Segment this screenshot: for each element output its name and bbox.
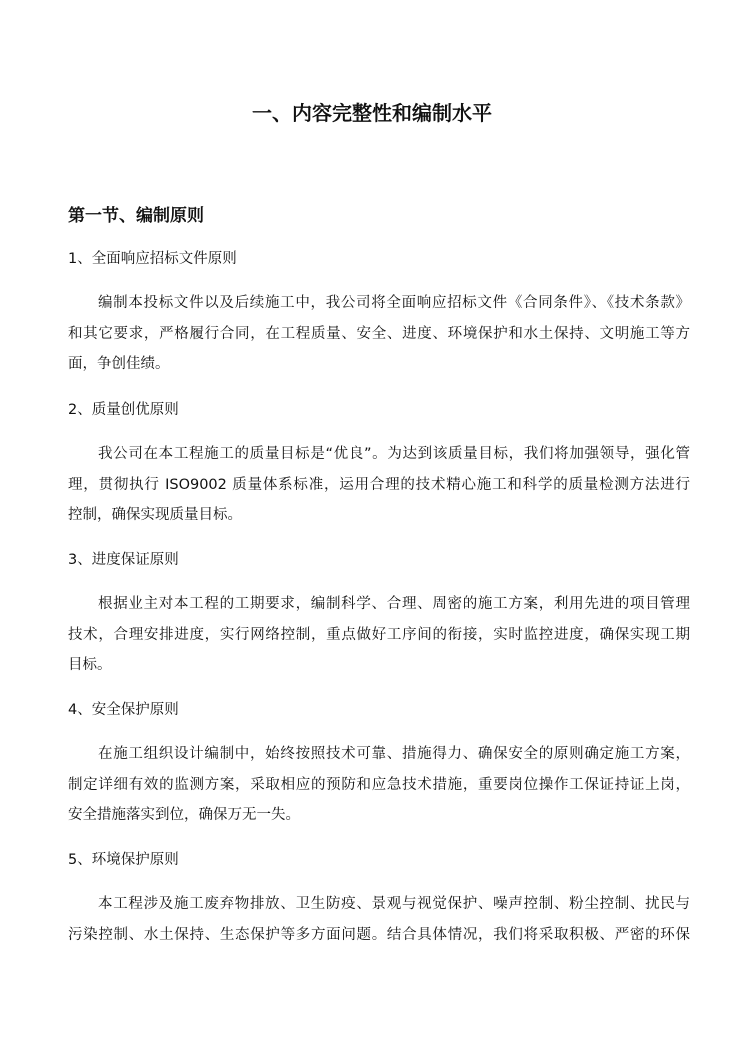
paragraph-line: 根据业主对本工程的工期要求，编制科学、合理、周密的施工方案，利用先进的项目管理 (98, 596, 690, 612)
paragraph-line: 面，争创佳绩。 (68, 356, 170, 372)
paragraph-line: 制定详细有效的监测方案，采取相应的预防和应急技术措施，重要岗位操作工保证持证上岗， (68, 776, 690, 793)
paragraph-line: 控制，确保实现质量目标。 (68, 507, 242, 523)
paragraph-line: 在施工组织设计编制中，始终按照技术可靠、措施得力、确保安全的原则确定施工方案， (98, 746, 690, 762)
paragraph-line: 我公司在本工程施工的质量目标是“优良”。为达到该质量目标，我们将加强领导，强化管 (98, 446, 690, 462)
paragraph-line: 技术，合理安排进度，实行网络控制，重点做好工序间的衔接，实时监控进度，确保实现工期 (68, 626, 690, 643)
section-heading: 第一节、编制原则 (68, 206, 204, 226)
paragraph-line: 理，贯彻执行 ISO9002 质量体系标准，运用合理的技术精心施工和科学的质量检测方法进行 (68, 476, 690, 493)
principle-heading: 1、全面响应招标文件原则 (68, 251, 237, 267)
paragraph-line: 编制本投标文件以及后续施工中，我公司将全面响应招标文件《合同条件》、《技术条款》 (98, 295, 690, 311)
document-title: 一、内容完整性和编制水平 (252, 101, 492, 125)
principle-heading: 3、进度保证原则 (68, 552, 179, 568)
principle-heading: 2、质量创优原则 (68, 402, 179, 418)
paragraph-line: 污染控制、水土保持、生态保护等多方面问题。结合具体情况，我们将采取积极、严密的环保 (68, 926, 690, 943)
principle-heading: 4、安全保护原则 (68, 702, 179, 718)
principle-heading: 5、环境保护原则 (68, 852, 179, 868)
paragraph-line: 本工程涉及施工废弃物排放、卫生防疫、景观与视觉保护、噪声控制、粉尘控制、扰民与 (98, 896, 690, 912)
paragraph-line: 目标。 (68, 657, 112, 673)
paragraph-line: 安全措施落实到位，确保万无一失。 (68, 807, 300, 823)
paragraph-line: 和其它要求，严格履行合同，在工程质量、安全、进度、环境保护和水土保持、文明施工等方 (68, 325, 690, 342)
